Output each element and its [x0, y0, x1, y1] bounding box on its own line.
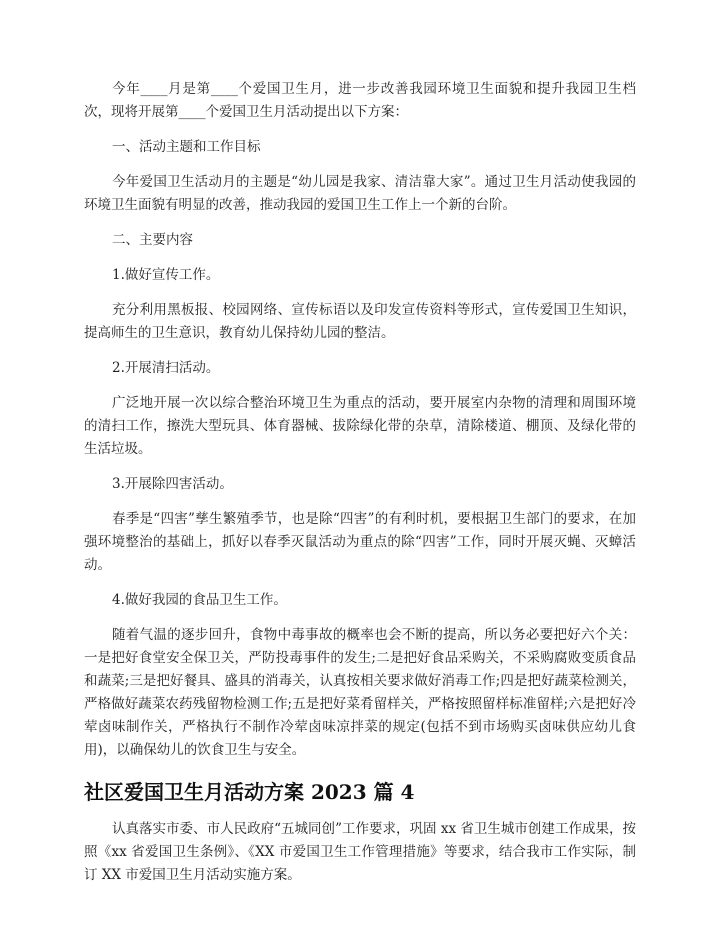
section-4-intro-paragraph: 认真落实市委、市人民政府“五城同创”工作要求，巩固 xx 省卫生城市创建工作成果，按照《xx 省爱国卫生条例》、《XX 市爱国卫生工作管理措施》等要求，结合我市工作实际，制订 XX 市爱国卫生月活动实施方案。 — [84, 821, 636, 883]
heading-activity-theme: 一、活动主题和工作目标 — [112, 139, 261, 155]
item-3-title: 3.开展除四害活动。 — [112, 476, 233, 492]
heading-main-content: 二、主要内容 — [112, 232, 193, 248]
section-heading: 社区爱国卫生月活动方案 2023 篇 4 — [84, 780, 415, 804]
intro-paragraph: 今年____月是第____个爱国卫生月，进一步改善我园环境卫生面貌和提升我园卫生档次，现将开展第____个爱国卫生月活动提出以下方案： — [84, 81, 636, 120]
item-1-title: 1.做好宣传工作。 — [112, 267, 220, 283]
item-2-paragraph: 广泛地开展一次以综合整治环境卫生为重点的活动，要开展室内杂物的清理和周围环境的清扫工作，擦洗大型玩具、体育器械、拔除绿化带的杂草，清除楼道、棚顶、及绿化带的生活垃圾。 — [84, 395, 636, 457]
item-3-paragraph: 春季是“四害”孳生繁殖季节，也是除“四害”的有利时机，要根据卫生部门的要求，在加强环境整治的基础上，抓好以春季灭鼠活动为重点的除“四害”工作，同时开展灭蝇、灭蟑活动。 — [84, 511, 636, 573]
theme-paragraph: 今年爱国卫生活动月的主题是“幼儿园是我家、清洁靠大家”。通过卫生月活动使我园的环境卫生面貌有明显的改善，推动我园的爱国卫生工作上一个新的台阶。 — [84, 174, 636, 213]
item-4-paragraph: 随着气温的逐步回升，食物中毒事故的概率也会不断的提高，所以务必要把好六个关：一是把好食堂安全保卫关，严防投毒事件的发生;二是把好食品采购关，不采购腐败变质食品和蔬菜;三是把好餐具、盛具的消毒关，认真按相关要求做好消毒工作;四是把好蔬菜检测关，严格做好蔬菜农药残留物检测工作;五是把好菜肴留样关，严格按照留样标准留样;六是把好冷荤卤味制作关，严格执行不制作冷荤卤味凉拌菜的规定(包括不到市场购买卤味供应幼儿食用)，以确保幼儿的饮食卫生与安全。 — [84, 627, 636, 758]
item-1-paragraph: 充分利用黑板报、校园网络、宣传标语以及印发宣传资料等形式，宣传爱国卫生知识，提高师生的卫生意识，教育幼儿保持幼儿园的整洁。 — [84, 302, 636, 341]
item-2-title: 2.开展清扫活动。 — [112, 360, 220, 376]
item-4-title: 4.做好我园的食品卫生工作。 — [112, 592, 287, 608]
